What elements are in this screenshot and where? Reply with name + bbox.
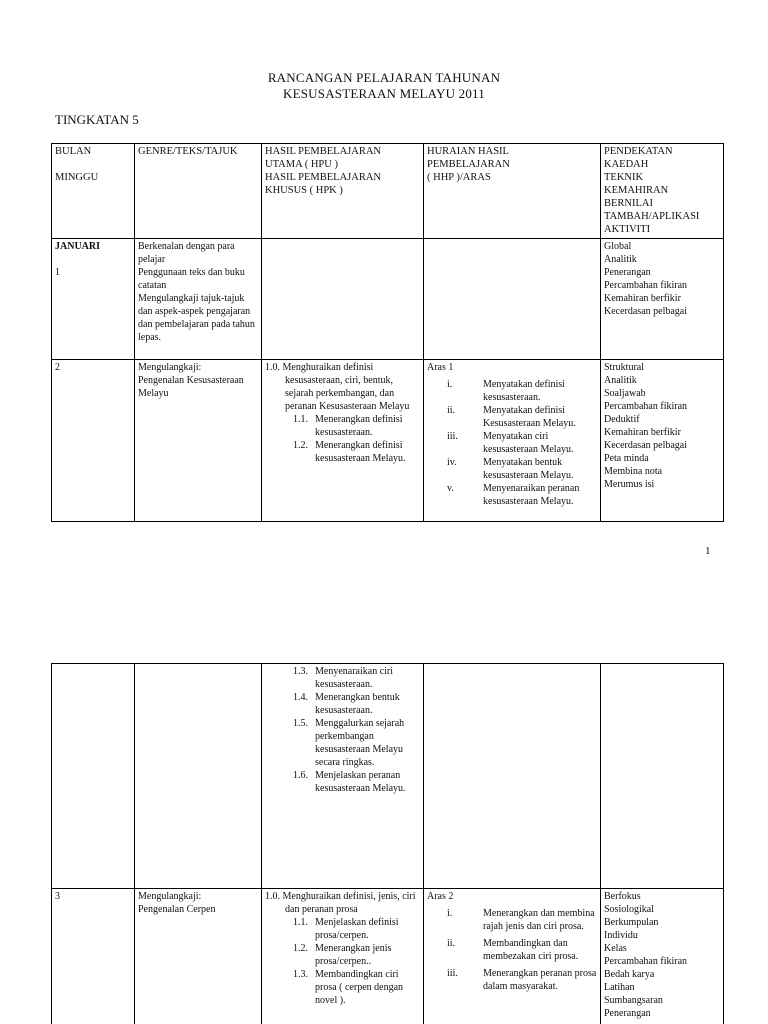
approach-item: Individu <box>604 930 638 941</box>
genre-line: Penggunaan teks dan buku catatan <box>138 267 245 291</box>
approach-item: Soaljawab <box>604 388 646 399</box>
item-number: iii. <box>447 431 458 442</box>
approach-item: Analitik <box>604 375 637 386</box>
item-number: ii. <box>447 405 456 416</box>
header-hasil-pembelajaran <box>262 144 424 239</box>
item-number: 1.2. <box>293 440 308 451</box>
list-item <box>293 665 420 691</box>
cell-hhp <box>424 664 601 889</box>
cell-hpu <box>262 889 424 1024</box>
header-genre <box>135 144 262 239</box>
header-text: BERNILAI <box>604 198 653 209</box>
list-item <box>293 439 420 465</box>
hpk-list <box>265 916 420 1007</box>
list-item <box>427 907 597 933</box>
item-number: 1.5. <box>293 718 308 729</box>
header-text: GENRE/TEKS/TAJUK <box>138 146 238 157</box>
approach-item: Struktural <box>604 362 644 373</box>
approach-item: Sosiologikal <box>604 904 655 915</box>
hpk-list <box>265 665 420 795</box>
item-number: i. <box>447 379 453 390</box>
table-row-week-2 <box>52 360 724 522</box>
page-number: 1 <box>705 545 711 557</box>
cell-hpu <box>262 360 424 522</box>
document-page-2 <box>0 660 768 1024</box>
cell-week <box>52 889 135 1024</box>
item-number: v. <box>447 483 454 494</box>
approach-item: Merumus isi <box>604 479 655 490</box>
item-text: Menerangkan jenis prosa/cerpen.. <box>315 943 392 967</box>
item-number: 1.4. <box>293 692 308 703</box>
hhp-list <box>427 907 597 993</box>
item-number: iv. <box>447 457 457 468</box>
item-number: 1.2. <box>293 943 308 954</box>
item-number: 1.3. <box>293 969 308 980</box>
item-number: iii. <box>447 968 458 979</box>
week-number: 1 <box>55 267 60 278</box>
item-text: Menyatakan bentuk kesusasteraan Melayu. <box>483 457 574 481</box>
item-text: Menyatakan definisi Kesusasteraan Melayu. <box>483 405 576 429</box>
approach-item: Deduktif <box>604 414 640 425</box>
hpk-list <box>265 413 420 465</box>
item-text: Menggalurkan sejarah perkembangan kesusasteraan Melayu secara ringkas. <box>315 718 405 768</box>
table-header-row <box>52 144 724 239</box>
item-text: Menyenaraikan ciri kesusasteraan. <box>315 666 394 690</box>
form-level-heading: TINGKATAN 5 <box>55 112 139 127</box>
month-label: JANUARI <box>55 241 100 252</box>
cell-genre <box>135 360 262 522</box>
cell-month-week <box>52 239 135 360</box>
item-text: Menerangkan dan membina rajah jenis dan ciri prosa. <box>483 908 595 932</box>
header-text: MINGGU <box>55 172 99 183</box>
list-item <box>427 430 597 456</box>
list-item <box>293 968 420 1007</box>
list-item <box>293 769 420 795</box>
hpu-text: 1.0. Menghuraikan definisi, jenis, ciri dan peranan prosa <box>265 891 416 915</box>
list-item <box>427 967 597 993</box>
item-text: Menjelaskan peranan kesusasteraan Melayu. <box>315 770 406 794</box>
cell-hpu <box>262 239 424 360</box>
approach-item: Peta minda <box>604 453 649 464</box>
approach-item: Penerangan <box>604 267 651 278</box>
header-text: ( HHP )/ARAS <box>427 172 491 183</box>
genre-line: Berkenalan dengan para pelajar <box>138 241 235 265</box>
item-text: Menerangkan definisi kesusasteraan. <box>315 414 403 438</box>
approach-item: Kemahiran berfikir <box>604 293 681 304</box>
approach-item: Sumbangsaran <box>604 995 663 1006</box>
item-number: i. <box>447 908 453 919</box>
approach-item: Bedah karya <box>604 969 655 980</box>
list-item <box>427 456 597 482</box>
week-number: 3 <box>55 891 60 902</box>
table-row-januari <box>52 239 724 360</box>
approach-item: Kelas <box>604 943 627 954</box>
cell-week <box>52 664 135 889</box>
cell-approach <box>601 664 724 889</box>
header-text: HURAIAN HASIL <box>427 146 509 157</box>
document-title: RANCANGAN PELAJARAN TAHUNAN <box>267 70 501 85</box>
item-text: Membandingkan ciri prosa ( cerpen dengan novel ). <box>315 969 404 1006</box>
list-item <box>293 942 420 968</box>
cell-week <box>52 360 135 522</box>
item-text: Menerangkan peranan prosa dalam masyarakat. <box>483 968 597 992</box>
header-text: TEKNIK <box>604 172 644 183</box>
approach-item: Membina nota <box>604 466 663 477</box>
list-item <box>427 937 597 963</box>
list-item <box>293 717 420 769</box>
hhp-list <box>427 378 597 508</box>
approach-item: Analitik <box>604 254 637 265</box>
list-item <box>427 404 597 430</box>
lesson-plan-table <box>51 143 724 522</box>
aras-label: Aras 2 <box>427 891 454 902</box>
approach-item: Berkumpulan <box>604 917 659 928</box>
cell-hpu <box>262 664 424 889</box>
item-number: ii. <box>447 938 456 949</box>
approach-item: Penerangan <box>604 1008 651 1019</box>
item-text: Menerangkan definisi kesusasteraan Melayu. <box>315 440 406 464</box>
header-text: HASIL PEMBELAJARAN <box>265 172 381 183</box>
week-number: 2 <box>55 362 60 373</box>
item-number: 1.1. <box>293 414 308 425</box>
list-item <box>293 691 420 717</box>
genre-line: Mengulangkaji: <box>138 362 202 373</box>
item-number: 1.3. <box>293 666 308 677</box>
approach-item: Kecerdasan pelbagai <box>604 440 688 451</box>
document-subtitle: KESUSASTERAAN MELAYU 2011 <box>283 86 485 101</box>
approach-item: Berfokus <box>604 891 641 902</box>
item-text: Menyatakan definisi kesusasteraan. <box>483 379 565 403</box>
aras-label: Aras 1 <box>427 362 454 373</box>
header-text: PENDEKATAN <box>604 146 673 157</box>
header-text: KEMAHIRAN <box>604 185 669 196</box>
header-bulan-minggu <box>52 144 135 239</box>
lesson-plan-table-continued <box>51 663 724 1024</box>
page-gap <box>0 580 768 660</box>
genre-line: Pengenalan Kesusasteraan Melayu <box>138 375 244 399</box>
approach-item: Latihan <box>604 982 635 993</box>
list-item <box>427 482 597 508</box>
approach-item: Kecerdasan pelbagai <box>604 306 688 317</box>
header-text: KAEDAH <box>604 159 649 170</box>
table-row-week-3 <box>52 889 724 1024</box>
header-text: PEMBELAJARAN <box>427 159 510 170</box>
cell-approach <box>601 889 724 1024</box>
approach-item: Percambahan fikiran <box>604 280 688 291</box>
cell-genre <box>135 239 262 360</box>
header-text: BULAN <box>55 146 92 157</box>
approach-item: Kemahiran berfikir <box>604 427 681 438</box>
header-text: KHUSUS ( HPK ) <box>265 185 343 196</box>
header-text: AKTIVITI <box>604 224 651 235</box>
header-pendekatan <box>601 144 724 239</box>
item-text: Membandingkan dan membezakan ciri prosa. <box>483 938 579 962</box>
cell-approach <box>601 360 724 522</box>
list-item <box>293 413 420 439</box>
genre-line: Pengenalan Cerpen <box>138 904 216 915</box>
genre-line: Mengulangkaji tajuk-tajuk dan aspek-aspek pengajaran dan pembelajaran pada tahun lepas. <box>138 293 255 343</box>
header-text: UTAMA ( HPU ) <box>265 159 338 170</box>
header-huraian <box>424 144 601 239</box>
item-text: Menjelaskan definisi prosa/cerpen. <box>315 917 399 941</box>
item-text: Menerangkan bentuk kesusasteraan. <box>315 692 400 716</box>
hpu-text: 1.0. Menghuraikan definisi kesusasteraan, ciri, bentuk, sejarah perkembangan, dan peranan Kesusasteraan Melayu <box>265 362 410 412</box>
cell-hhp <box>424 239 601 360</box>
item-number: 1.6. <box>293 770 308 781</box>
cell-genre <box>135 889 262 1024</box>
cell-genre <box>135 664 262 889</box>
item-number: 1.1. <box>293 917 308 928</box>
approach-item: Percambahan fikiran <box>604 956 688 967</box>
header-text: TAMBAH/APLIKASI <box>604 211 700 222</box>
genre-line: Mengulangkaji: <box>138 891 202 902</box>
item-text: Menyatakan ciri kesusasteraan Melayu. <box>483 431 574 455</box>
header-text: HASIL PEMBELAJARAN <box>265 146 381 157</box>
cell-hhp <box>424 360 601 522</box>
list-item <box>427 378 597 404</box>
cell-hhp <box>424 889 601 1024</box>
table-row-continued <box>52 664 724 889</box>
list-item <box>293 916 420 942</box>
approach-item: Global <box>604 241 632 252</box>
cell-approach <box>601 239 724 360</box>
approach-item: Percambahan fikiran <box>604 401 688 412</box>
item-text: Menyenaraikan peranan kesusasteraan Melayu. <box>483 483 580 507</box>
